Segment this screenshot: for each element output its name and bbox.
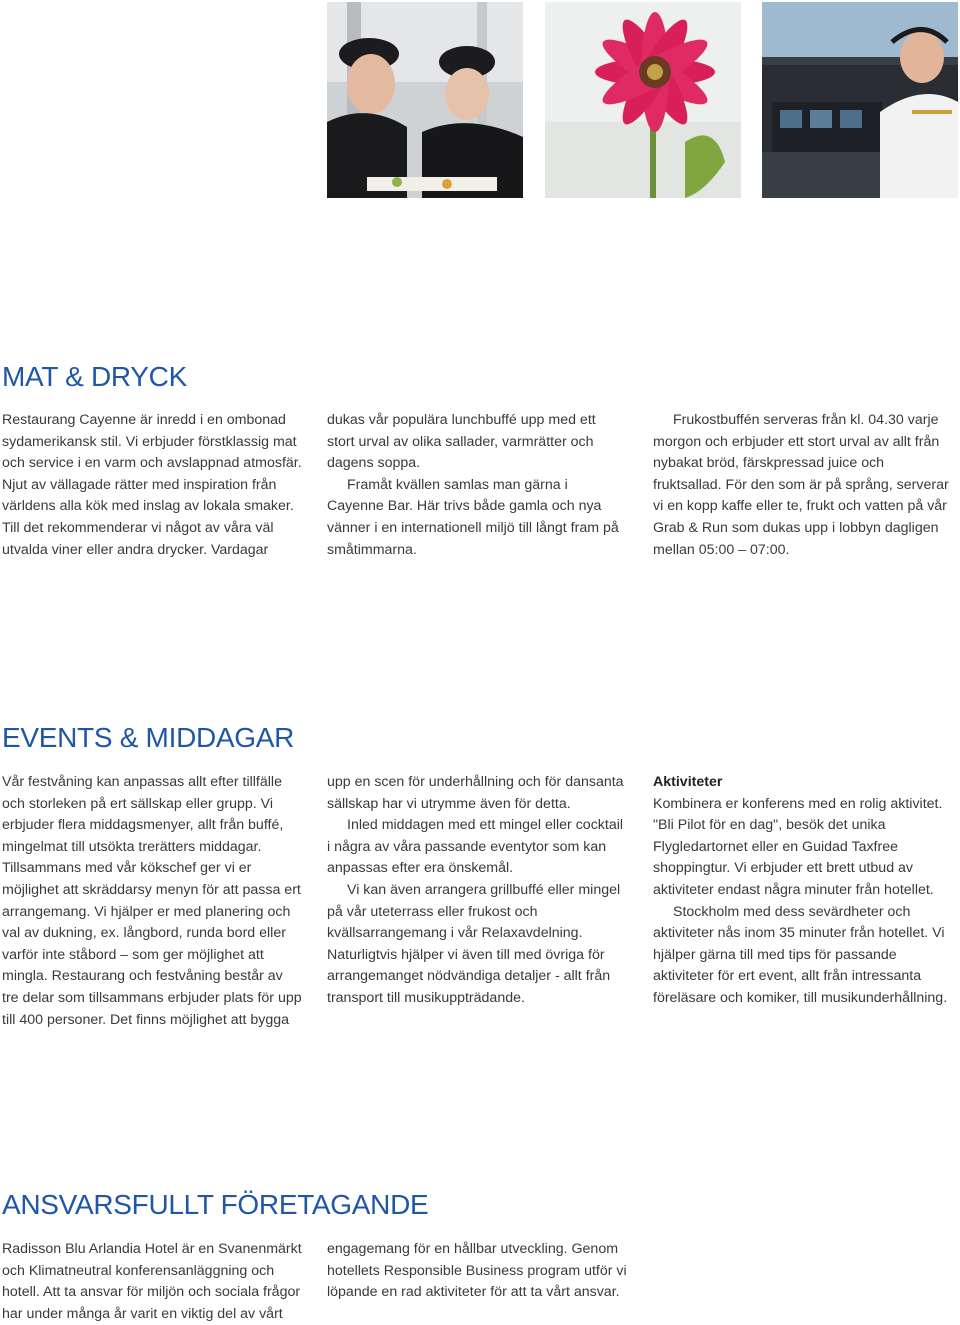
section-title-mat-dryck: MAT & DRYCK: [2, 361, 187, 392]
paragraph: engagemang för en hållbar utveckling. Genom hotellets Responsible Business program utför vi löpande en rad aktiviteter för att ta vårt ansvar.: [327, 1241, 627, 1301]
events-column-3: [653, 772, 953, 1010]
ansvar-column-2: [327, 1239, 627, 1304]
paragraph: Radisson Blu Arlandia Hotel är en Svanenmärkt och Klimatneutral konferensanläggning och hotell. Att ta ansvar för miljön och sociala frågor har under många år varit en viktig del av vårt: [2, 1241, 302, 1322]
paragraph: Inled middagen med ett mingel eller cocktail i några av våra passande eventytor som kan anpassas efter era önskemål.: [327, 817, 624, 877]
events-column-2: [327, 772, 627, 1010]
pilot-photo: [762, 2, 958, 198]
paragraph: upp en scen för underhållning och för dansanta sällskap har vi utrymme även för detta.: [327, 774, 624, 812]
paragraph: Frukostbuffén serveras från kl. 04.30 varje morgon och erbjuder ett stort urval av allt från nybakat bröd, färskpressad juice och fruktsallad. För den som är på språng, serverar vi en kopp kaffe eller te, frukt och vatten på vår Grab & Run som dukas upp i lobbyn dagligen mellan 05:00 – 07:00.: [653, 412, 949, 558]
paragraph: Stockholm med dess sevärdheter och aktiviteter nås inom 35 minuter från hotellet. Vi hjälper gärna till med tips för passande aktiviteter för ert event, allt från intressanta föreläsare och komiker, till musikunderhållning.: [653, 903, 948, 1006]
subheading-aktiviteter: Aktiviteter: [653, 774, 723, 790]
ansvar-column-1: [2, 1239, 302, 1325]
section-title-events: EVENTS & MIDDAGAR: [2, 722, 295, 753]
paragraph: Restaurang Cayenne är inredd i en ombonad sydamerikansk stil. Vi erbjuder förstklassig mat och service i en varm och avslappnad atmosfär. Njut av vällagade rätter med inspiration från världens alla kök med inslag av lokala smaker. Till det rekommenderar vi något av våra väl utvalda viner eller andra drycker. Vardagar: [2, 412, 302, 558]
mat-column-1: [2, 410, 302, 561]
mat-column-2: [327, 410, 627, 561]
flower-photo: [545, 2, 741, 198]
paragraph: Vi kan även arrangera grillbuffé eller mingel på vår uteterrass eller frukost och kvällsarrangemang i vår Relaxavdelning. Naturligtvis hjälper vi även till med övriga för arrangemanget nödvändiga detaljer - allt från transport till musikuppträdande.: [327, 881, 621, 1006]
mat-column-3: [653, 410, 953, 561]
paragraph: dukas vår populära lunchbuffé upp med ett stort urval av olika sallader, varmrätter och dagens soppa.: [327, 412, 596, 472]
events-column-1: [2, 772, 302, 1031]
chefs-photo: [327, 2, 523, 198]
paragraph: Framåt kvällen samlas man gärna i Cayenne Bar. Här trivs både gamla och nya vänner i en internationell miljö till långt fram på småtimmarna.: [327, 476, 619, 558]
paragraph: Vår festvåning kan anpassas allt efter tillfälle och storleken på ert sällskap eller grupp. Vi erbjuder flera middagsmenyer, allt från buffé, mingelmat till utsökta trerätters middagar. Tillsammans med vår kökschef ger vi er möjlighet att skräddarsy menyn för att passa ert arrangemang. Vi hjälper er med planering och val av dukning, ex. långbord, runda bord eller varför inte ståbord – som ger möjlighet att mingla. Restaurang och festvåning består av tre delar som tillsammans erbjuder plats för upp till 400 personer. Det finns möjlighet att bygga: [2, 774, 302, 1028]
section-title-ansvar: ANSVARSFULLT FÖRETAGANDE: [2, 1189, 429, 1220]
paragraph: Kombinera er konferens med en rolig aktivitet. "Bli Pilot för en dag", besök det unika Flygledartornet eller en Guidad Taxfree shoppingtur. Vi erbjuder ett brett utbud av aktiviteter endast några minuter från hotellet.: [653, 795, 943, 898]
